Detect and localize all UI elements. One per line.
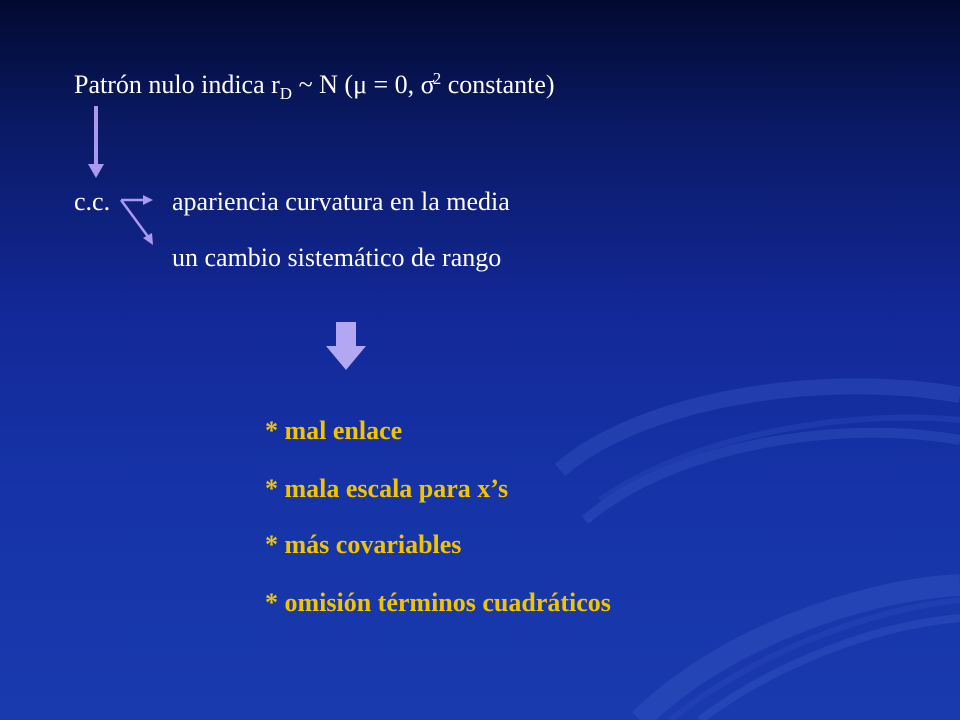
cc-label: c.c. bbox=[74, 187, 111, 216]
branch-item-curvature: apariencia curvatura en la media bbox=[172, 187, 510, 216]
statement-subscript: D bbox=[279, 84, 293, 103]
bullet-item-link: * mal enlace bbox=[265, 416, 403, 445]
bullet-item-quadratic-terms: * omisión términos cuadráticos bbox=[265, 588, 611, 617]
branch-item-range-change: un cambio sistemático de rango bbox=[172, 243, 502, 272]
statement-suffix: constante) bbox=[441, 70, 555, 99]
statement-superscript: 2 bbox=[432, 69, 442, 88]
bullet-item-covariates: * más covariables bbox=[265, 530, 462, 559]
bullet-item-scale: * mala escala para x’s bbox=[265, 474, 509, 503]
statement-prefix: Patrón nulo indica r bbox=[74, 70, 280, 99]
statement-middle: ~ N (μ = 0, σ bbox=[292, 70, 435, 99]
